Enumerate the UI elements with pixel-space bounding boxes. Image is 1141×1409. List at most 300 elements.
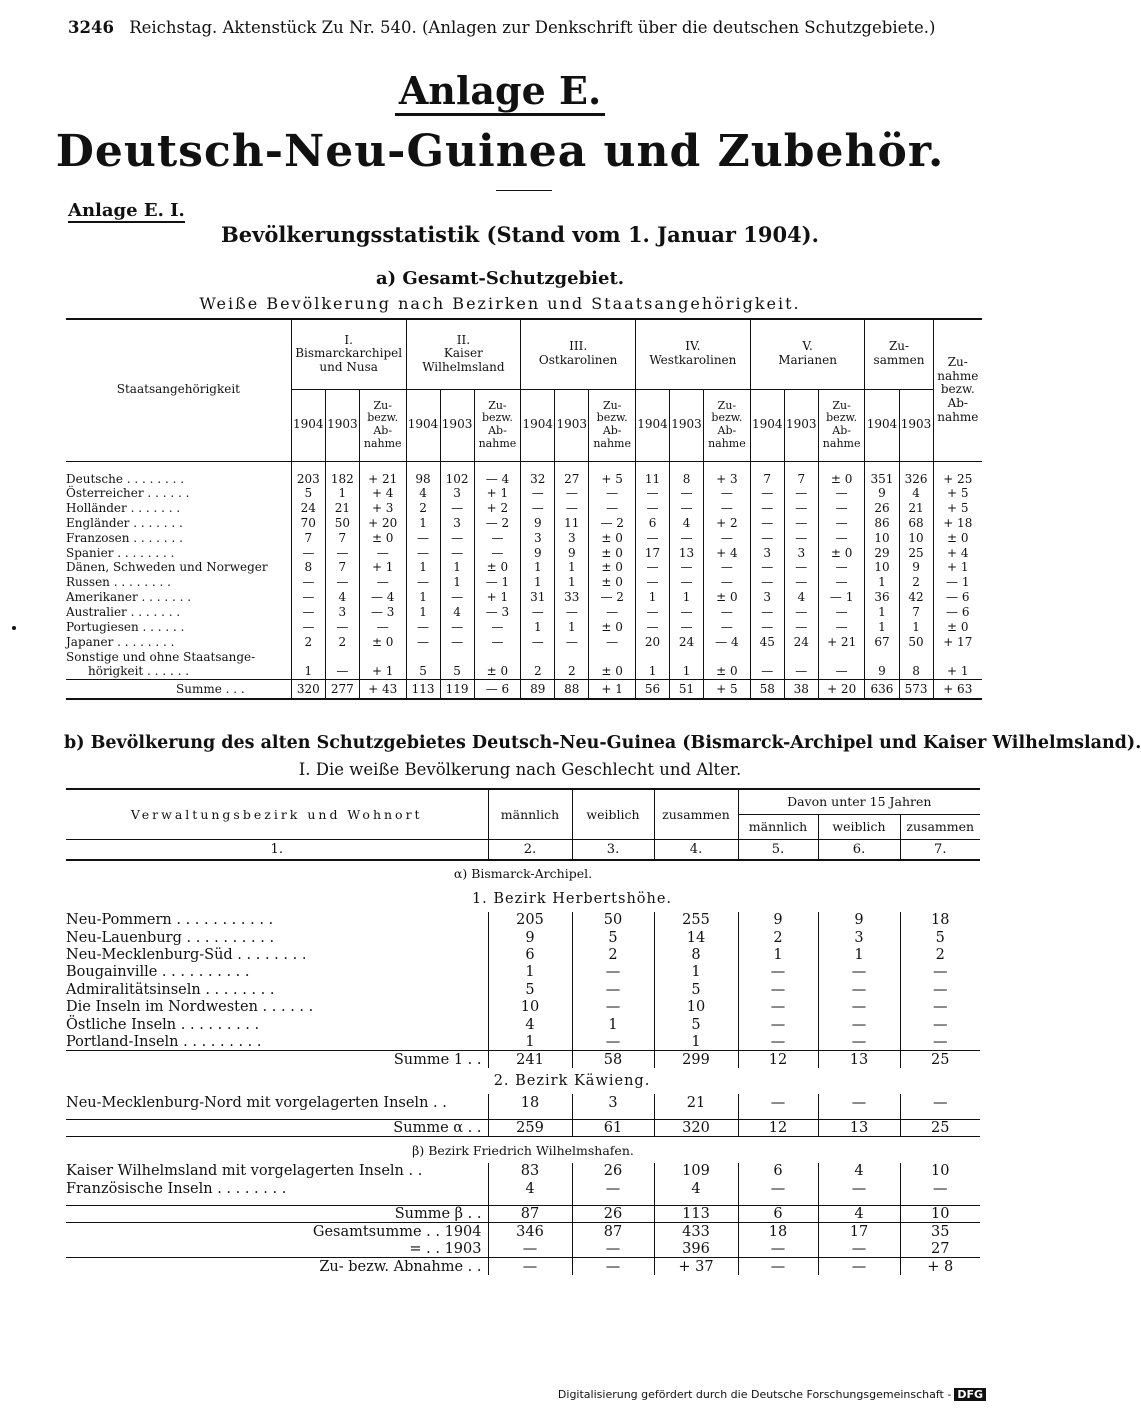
row-label: Engländer . . . . . . . bbox=[66, 515, 183, 530]
cell-value: — 2 bbox=[589, 515, 636, 530]
cell-value: + 1 bbox=[359, 560, 406, 575]
cell-value: 5 bbox=[406, 664, 440, 679]
cell-value: 113 bbox=[654, 1206, 738, 1223]
cell-value: — bbox=[670, 500, 704, 515]
sum-row bbox=[66, 1051, 980, 1068]
cell-value: — bbox=[784, 560, 818, 575]
cell-value: — bbox=[440, 500, 474, 515]
cell-value: 10 bbox=[900, 1206, 980, 1223]
sum-value: 113 bbox=[406, 679, 440, 699]
cell-value: 86 bbox=[865, 515, 899, 530]
cell-value: — bbox=[738, 1240, 818, 1257]
cell-value: 3 bbox=[750, 545, 784, 560]
cell-value: 27 bbox=[555, 461, 589, 486]
running-head-text: Reichstag. Aktenstück Zu Nr. 540. (Anlagen zur Denkschrift über die deutschen Schutzgebiete.) bbox=[129, 18, 936, 37]
table-row bbox=[66, 1180, 980, 1197]
cell-value: — bbox=[900, 981, 980, 998]
row-label: Östliche Inseln . . . . . . . . . bbox=[66, 1016, 260, 1033]
table-row bbox=[66, 515, 982, 530]
cell-value: 3 bbox=[521, 530, 555, 545]
cell-value: — bbox=[325, 620, 359, 635]
cell-value: — bbox=[670, 605, 704, 620]
section-b-subtitle: I. Die weiße Bevölkerung nach Geschlecht und Alter. bbox=[298, 760, 742, 779]
cell-value: — bbox=[291, 545, 325, 560]
cell-value: 9 bbox=[555, 545, 589, 560]
cell-value: 241 bbox=[488, 1051, 572, 1068]
cell-value: 396 bbox=[654, 1240, 738, 1257]
cell-value: — bbox=[555, 500, 589, 515]
cell-value: ± 0 bbox=[474, 664, 521, 679]
cell-value: — bbox=[784, 486, 818, 501]
cell-value: 4 bbox=[440, 605, 474, 620]
cell-value: — bbox=[636, 605, 670, 620]
sum-value: 38 bbox=[784, 679, 818, 699]
row-label: Russen . . . . . . . . bbox=[66, 575, 171, 590]
bezirk-heading-text: 2. Bezirk Käwieng. bbox=[493, 1073, 651, 1090]
cell-value: — bbox=[818, 1016, 900, 1033]
col-change: Zu- bezw. Ab- nahme bbox=[818, 389, 865, 461]
cell-value: — bbox=[670, 575, 704, 590]
cell-value: + 5 bbox=[933, 486, 982, 501]
cell-value bbox=[521, 649, 555, 664]
row-label: Spanier . . . . . . . . bbox=[66, 545, 175, 560]
row-label: Neu-Mecklenburg-Nord mit vorgelagerten Inseln . . bbox=[66, 1094, 447, 1111]
cell-value: — bbox=[738, 1016, 818, 1033]
sum-value: — 6 bbox=[474, 679, 521, 699]
cell-value: — bbox=[406, 530, 440, 545]
cell-value: — bbox=[704, 560, 751, 575]
cell-value: 6 bbox=[636, 515, 670, 530]
cell-value: ± 0 bbox=[589, 664, 636, 679]
cell-value: — bbox=[636, 575, 670, 590]
cell-value: — bbox=[900, 1033, 980, 1050]
table-row bbox=[66, 605, 982, 620]
cell-value: 10 bbox=[654, 998, 738, 1015]
cell-value: 10 bbox=[900, 1163, 980, 1180]
cell-value: ± 0 bbox=[818, 545, 865, 560]
cell-value: 7 bbox=[325, 530, 359, 545]
cell-value: — bbox=[750, 575, 784, 590]
sum-value: 320 bbox=[291, 679, 325, 699]
col-header-nationality: Staatsangehörigkeit bbox=[66, 319, 291, 461]
sum-value: + 63 bbox=[933, 679, 982, 699]
cell-value: 11 bbox=[636, 461, 670, 486]
cell-value: 87 bbox=[488, 1206, 572, 1223]
cell-value: 20 bbox=[636, 634, 670, 649]
cell-value: — bbox=[555, 486, 589, 501]
col-header-district: Verwaltungsbezirk und Wohnort bbox=[66, 789, 488, 839]
cell-value: — bbox=[818, 500, 865, 515]
cell-value: 10 bbox=[899, 530, 933, 545]
cell-value: — bbox=[291, 590, 325, 605]
row-label: Australier . . . . . . . bbox=[66, 605, 181, 620]
cell-value bbox=[899, 649, 933, 664]
cell-value: + 4 bbox=[933, 545, 982, 560]
cell-value: — bbox=[784, 500, 818, 515]
cell-value: 2 bbox=[291, 634, 325, 649]
cell-value: — bbox=[474, 545, 521, 560]
cell-value: 8 bbox=[654, 946, 738, 963]
col-header-district-2: II. Kaiser Wilhelmsland bbox=[406, 319, 521, 389]
cell-value: — bbox=[818, 486, 865, 501]
row-label: Sonstige und ohne Staatsange- bbox=[66, 649, 256, 664]
cell-value: — bbox=[521, 500, 555, 515]
cell-value: 351 bbox=[865, 461, 899, 486]
col-header-male: männlich bbox=[488, 789, 572, 839]
cell-value: — bbox=[818, 981, 900, 998]
cell-value: — bbox=[488, 1258, 572, 1275]
sum-value: 88 bbox=[555, 679, 589, 699]
sum-value: 56 bbox=[636, 679, 670, 699]
row-label: Amerikaner . . . . . . . bbox=[66, 590, 192, 605]
cell-value: — bbox=[818, 1258, 900, 1275]
population-by-sex-age-table bbox=[66, 788, 980, 1275]
cell-value: 7 bbox=[291, 530, 325, 545]
cell-value: 4 bbox=[488, 1016, 572, 1033]
cell-value: — bbox=[900, 1016, 980, 1033]
table-row bbox=[66, 545, 982, 560]
cell-value bbox=[636, 649, 670, 664]
cell-value: 17 bbox=[636, 545, 670, 560]
row-label: Franzosen . . . . . . . bbox=[66, 530, 183, 545]
cell-value: 3 bbox=[750, 590, 784, 605]
cell-value: 67 bbox=[865, 634, 899, 649]
cell-value: — bbox=[291, 620, 325, 635]
col-num-3: 3. bbox=[572, 839, 654, 860]
row-label: Neu-Pommern . . . . . . . . . . . bbox=[66, 912, 274, 929]
col-header-district-3: III. Ostkarolinen bbox=[521, 319, 636, 389]
col-1903: 1903 bbox=[899, 389, 933, 461]
cell-value: 1 bbox=[865, 605, 899, 620]
cell-value: — bbox=[750, 605, 784, 620]
table-row bbox=[66, 1094, 980, 1111]
cell-value: — bbox=[406, 634, 440, 649]
cell-value: + 4 bbox=[704, 545, 751, 560]
cell-value: + 3 bbox=[704, 461, 751, 486]
page-number: 3246 bbox=[68, 18, 114, 37]
cell-value: 33 bbox=[555, 590, 589, 605]
cell-value bbox=[291, 649, 325, 664]
cell-value: 36 bbox=[865, 590, 899, 605]
cell-value: — bbox=[818, 560, 865, 575]
col-header-district-1: I. Bismarckarchipel und Nusa bbox=[291, 319, 406, 389]
cell-value: — 6 bbox=[933, 605, 982, 620]
sum-row bbox=[66, 1119, 980, 1136]
cell-value: 109 bbox=[654, 1163, 738, 1180]
cell-value: — bbox=[636, 560, 670, 575]
row-label: Summe α . . bbox=[66, 1119, 488, 1136]
cell-value: 21 bbox=[654, 1094, 738, 1111]
row-label: Neu-Mecklenburg-Süd . . . . . . . . bbox=[66, 946, 307, 963]
cell-value: 4 bbox=[654, 1180, 738, 1197]
cell-value: 3 bbox=[784, 545, 818, 560]
cell-value: — bbox=[670, 530, 704, 545]
cell-value: — bbox=[572, 1240, 654, 1257]
spacer-row bbox=[66, 1198, 980, 1206]
cell-value: 5 bbox=[488, 981, 572, 998]
cell-value: — bbox=[406, 545, 440, 560]
cell-value: — bbox=[440, 530, 474, 545]
cell-value: 259 bbox=[488, 1119, 572, 1136]
cell-value: 83 bbox=[488, 1163, 572, 1180]
cell-value: — 4 bbox=[704, 634, 751, 649]
cell-value: 1 bbox=[440, 575, 474, 590]
cell-value: 14 bbox=[654, 929, 738, 946]
cell-value: + 3 bbox=[359, 500, 406, 515]
cell-value: 27 bbox=[900, 1240, 980, 1257]
cell-value: — bbox=[818, 1094, 900, 1111]
cell-value: — bbox=[750, 530, 784, 545]
table-row bbox=[66, 649, 982, 664]
sum-label: Summe . . . bbox=[66, 679, 291, 699]
table-row bbox=[66, 998, 980, 1015]
cell-value: — bbox=[325, 664, 359, 679]
cell-value: — bbox=[738, 1180, 818, 1197]
table-row bbox=[66, 1033, 980, 1050]
cell-value: — bbox=[572, 964, 654, 981]
cell-value: — bbox=[636, 530, 670, 545]
cell-value: 205 bbox=[488, 912, 572, 929]
cell-value: 26 bbox=[865, 500, 899, 515]
cell-value: — bbox=[325, 545, 359, 560]
cell-value: 1 bbox=[670, 664, 704, 679]
cell-value: — bbox=[670, 486, 704, 501]
cell-value: 24 bbox=[670, 634, 704, 649]
col-1904: 1904 bbox=[636, 389, 670, 461]
cell-value: — bbox=[440, 634, 474, 649]
cell-value: — bbox=[474, 620, 521, 635]
bezirk-heading-text: 1. Bezirk Herbertshöhe. bbox=[471, 890, 673, 907]
cell-value: — bbox=[589, 486, 636, 501]
row-label: Zu- bezw. Abnahme . . bbox=[66, 1258, 488, 1275]
cell-value: — bbox=[670, 560, 704, 575]
cell-value: 9 bbox=[521, 545, 555, 560]
cell-value: — bbox=[440, 620, 474, 635]
table-row bbox=[66, 530, 982, 545]
cell-value: ± 0 bbox=[589, 560, 636, 575]
cell-value: — bbox=[750, 515, 784, 530]
cell-value: — bbox=[738, 998, 818, 1015]
row-label: Bougainville . . . . . . . . . . bbox=[66, 964, 250, 981]
cell-value: 31 bbox=[521, 590, 555, 605]
cell-value: ± 0 bbox=[359, 530, 406, 545]
cell-value: 4 bbox=[818, 1206, 900, 1223]
cell-value: — bbox=[818, 1033, 900, 1050]
cell-value: 4 bbox=[406, 486, 440, 501]
cell-value: 2 bbox=[572, 946, 654, 963]
cell-value: 433 bbox=[654, 1223, 738, 1240]
cell-value: — bbox=[325, 575, 359, 590]
cell-value: 7 bbox=[325, 560, 359, 575]
cell-value: — 3 bbox=[359, 605, 406, 620]
sum-value: + 1 bbox=[589, 679, 636, 699]
footer bbox=[558, 1388, 986, 1401]
total-row bbox=[66, 1240, 980, 1257]
col-1904: 1904 bbox=[521, 389, 555, 461]
total-row bbox=[66, 1223, 980, 1240]
cell-value: 3 bbox=[440, 486, 474, 501]
cell-value bbox=[359, 649, 406, 664]
cell-value: 1 bbox=[291, 664, 325, 679]
sum-value: 89 bbox=[521, 679, 555, 699]
cell-value: + 21 bbox=[818, 634, 865, 649]
cell-value: — 3 bbox=[474, 605, 521, 620]
section-a-title: a) Gesamt-Schutzgebiet. bbox=[375, 268, 625, 289]
cell-value: — 1 bbox=[474, 575, 521, 590]
cell-value bbox=[784, 649, 818, 664]
row-label: Japaner . . . . . . . . bbox=[66, 634, 175, 649]
cell-value: 2 bbox=[325, 634, 359, 649]
sum-value: 636 bbox=[865, 679, 899, 699]
cell-value: — bbox=[572, 981, 654, 998]
cell-value: 7 bbox=[899, 605, 933, 620]
cell-value: + 5 bbox=[589, 461, 636, 486]
row-label: Die Inseln im Nordwesten . . . . . . bbox=[66, 999, 314, 1016]
cell-value: 18 bbox=[488, 1094, 572, 1111]
table-row bbox=[66, 620, 982, 635]
row-label: Deutsche . . . . . . . . bbox=[66, 471, 185, 486]
cell-value: — bbox=[572, 998, 654, 1015]
cell-value: — 1 bbox=[933, 575, 982, 590]
cell-value: 21 bbox=[325, 500, 359, 515]
col-1903: 1903 bbox=[670, 389, 704, 461]
cell-value: 1 bbox=[555, 620, 589, 635]
cell-value: 32 bbox=[521, 461, 555, 486]
cell-value: ± 0 bbox=[933, 620, 982, 635]
cell-value: 1 bbox=[654, 964, 738, 981]
row-label: Gesamtsumme . . 1904 bbox=[66, 1223, 488, 1240]
cell-value: 21 bbox=[899, 500, 933, 515]
main-title: Deutsch-Neu-Guinea und Zubehör. bbox=[55, 126, 945, 177]
cell-value: 8 bbox=[291, 560, 325, 575]
cell-value: 182 bbox=[325, 461, 359, 486]
cell-value: 346 bbox=[488, 1223, 572, 1240]
cell-value: 5 bbox=[291, 486, 325, 501]
table-row bbox=[66, 981, 980, 998]
col-1904: 1904 bbox=[406, 389, 440, 461]
cell-value: 6 bbox=[738, 1163, 818, 1180]
cell-value: — bbox=[406, 620, 440, 635]
cell-value: 1 bbox=[670, 590, 704, 605]
table-row bbox=[66, 964, 980, 981]
anlage-label: Anlage E. bbox=[395, 68, 605, 116]
cell-value: 203 bbox=[291, 461, 325, 486]
cell-value: 320 bbox=[654, 1119, 738, 1136]
sum-value: + 5 bbox=[704, 679, 751, 699]
statistics-title: Bevölkerungsstatistik (Stand vom 1. Januar 1904). bbox=[221, 222, 819, 247]
cell-value: — bbox=[589, 605, 636, 620]
cell-value: 9 bbox=[738, 912, 818, 929]
cell-value: + 2 bbox=[704, 515, 751, 530]
cell-value: 2 bbox=[406, 500, 440, 515]
cell-value: — bbox=[555, 605, 589, 620]
sum-value: 277 bbox=[325, 679, 359, 699]
cell-value: 4 bbox=[488, 1180, 572, 1197]
cell-value: 58 bbox=[572, 1051, 654, 1068]
cell-value: 1 bbox=[636, 664, 670, 679]
col-header-under15-male: männlich bbox=[738, 814, 818, 839]
cell-value bbox=[325, 649, 359, 664]
table-row bbox=[66, 1016, 980, 1033]
row-label: Summe β . . bbox=[66, 1206, 488, 1223]
section-a-subtitle: Weiße Bevölkerung nach Bezirken und Staatsangehörigkeit. bbox=[199, 294, 801, 313]
table-b-body bbox=[66, 860, 980, 1276]
cell-value: 24 bbox=[784, 634, 818, 649]
col-header-female: weiblich bbox=[572, 789, 654, 839]
cell-value: — bbox=[359, 575, 406, 590]
cell-value: — bbox=[818, 515, 865, 530]
col-1903: 1903 bbox=[440, 389, 474, 461]
cell-value: 5 bbox=[654, 981, 738, 998]
row-label: Dänen, Schweden und Norweger bbox=[66, 560, 268, 575]
cell-value: + 17 bbox=[933, 634, 982, 649]
cell-value: 3 bbox=[572, 1094, 654, 1111]
cell-value: 5 bbox=[572, 929, 654, 946]
row-label: Portland-Inseln . . . . . . . . . bbox=[66, 1033, 262, 1050]
cell-value: 1 bbox=[555, 560, 589, 575]
table-row bbox=[66, 912, 980, 929]
cell-value: ± 0 bbox=[589, 545, 636, 560]
cell-value: 10 bbox=[865, 530, 899, 545]
sub-anlage-label: Anlage E. I. bbox=[68, 200, 185, 221]
cell-value: — bbox=[818, 998, 900, 1015]
cell-value: + 1 bbox=[933, 560, 982, 575]
cell-value: ± 0 bbox=[474, 560, 521, 575]
row-label: Admiralitätsinseln . . . . . . . . bbox=[66, 981, 275, 998]
cell-value bbox=[750, 649, 784, 664]
cell-value: — bbox=[704, 575, 751, 590]
row-label: Österreicher . . . . . . bbox=[66, 485, 190, 500]
cell-value: 61 bbox=[572, 1119, 654, 1136]
cell-value: 25 bbox=[900, 1051, 980, 1068]
row-label: = . . 1903 bbox=[409, 1240, 482, 1257]
col-1904: 1904 bbox=[865, 389, 899, 461]
table-row bbox=[66, 575, 982, 590]
cell-value: 42 bbox=[899, 590, 933, 605]
cell-value: 9 bbox=[865, 664, 899, 679]
cell-value: — bbox=[521, 486, 555, 501]
row-label: hörigkeit . . . . . . bbox=[88, 664, 190, 679]
cell-value: — bbox=[406, 575, 440, 590]
cell-value: 29 bbox=[865, 545, 899, 560]
cell-value: — bbox=[818, 620, 865, 635]
cell-value: ± 0 bbox=[589, 620, 636, 635]
cell-value bbox=[818, 649, 865, 664]
cell-value: 326 bbox=[899, 461, 933, 486]
row-label: Französische Inseln . . . . . . . . bbox=[66, 1180, 287, 1197]
cell-value: 24 bbox=[291, 500, 325, 515]
cell-value: 255 bbox=[654, 912, 738, 929]
cell-value: 1 bbox=[440, 560, 474, 575]
cell-value: — bbox=[474, 634, 521, 649]
cell-value: — bbox=[738, 1033, 818, 1050]
cell-value: 12 bbox=[738, 1051, 818, 1068]
cell-value: + 1 bbox=[359, 664, 406, 679]
col-num-7: 7. bbox=[900, 839, 980, 860]
cell-value: 9 bbox=[488, 929, 572, 946]
cell-value: + 37 bbox=[654, 1258, 738, 1275]
col-header-together: zusammen bbox=[654, 789, 738, 839]
col-1903: 1903 bbox=[784, 389, 818, 461]
cell-value: 102 bbox=[440, 461, 474, 486]
cell-value: 10 bbox=[488, 998, 572, 1015]
cell-value: 9 bbox=[865, 486, 899, 501]
section-alpha-heading bbox=[66, 860, 980, 886]
cell-value: 1 bbox=[865, 575, 899, 590]
cell-value: — 2 bbox=[589, 590, 636, 605]
cell-value: — bbox=[784, 575, 818, 590]
cell-value: 1 bbox=[738, 946, 818, 963]
